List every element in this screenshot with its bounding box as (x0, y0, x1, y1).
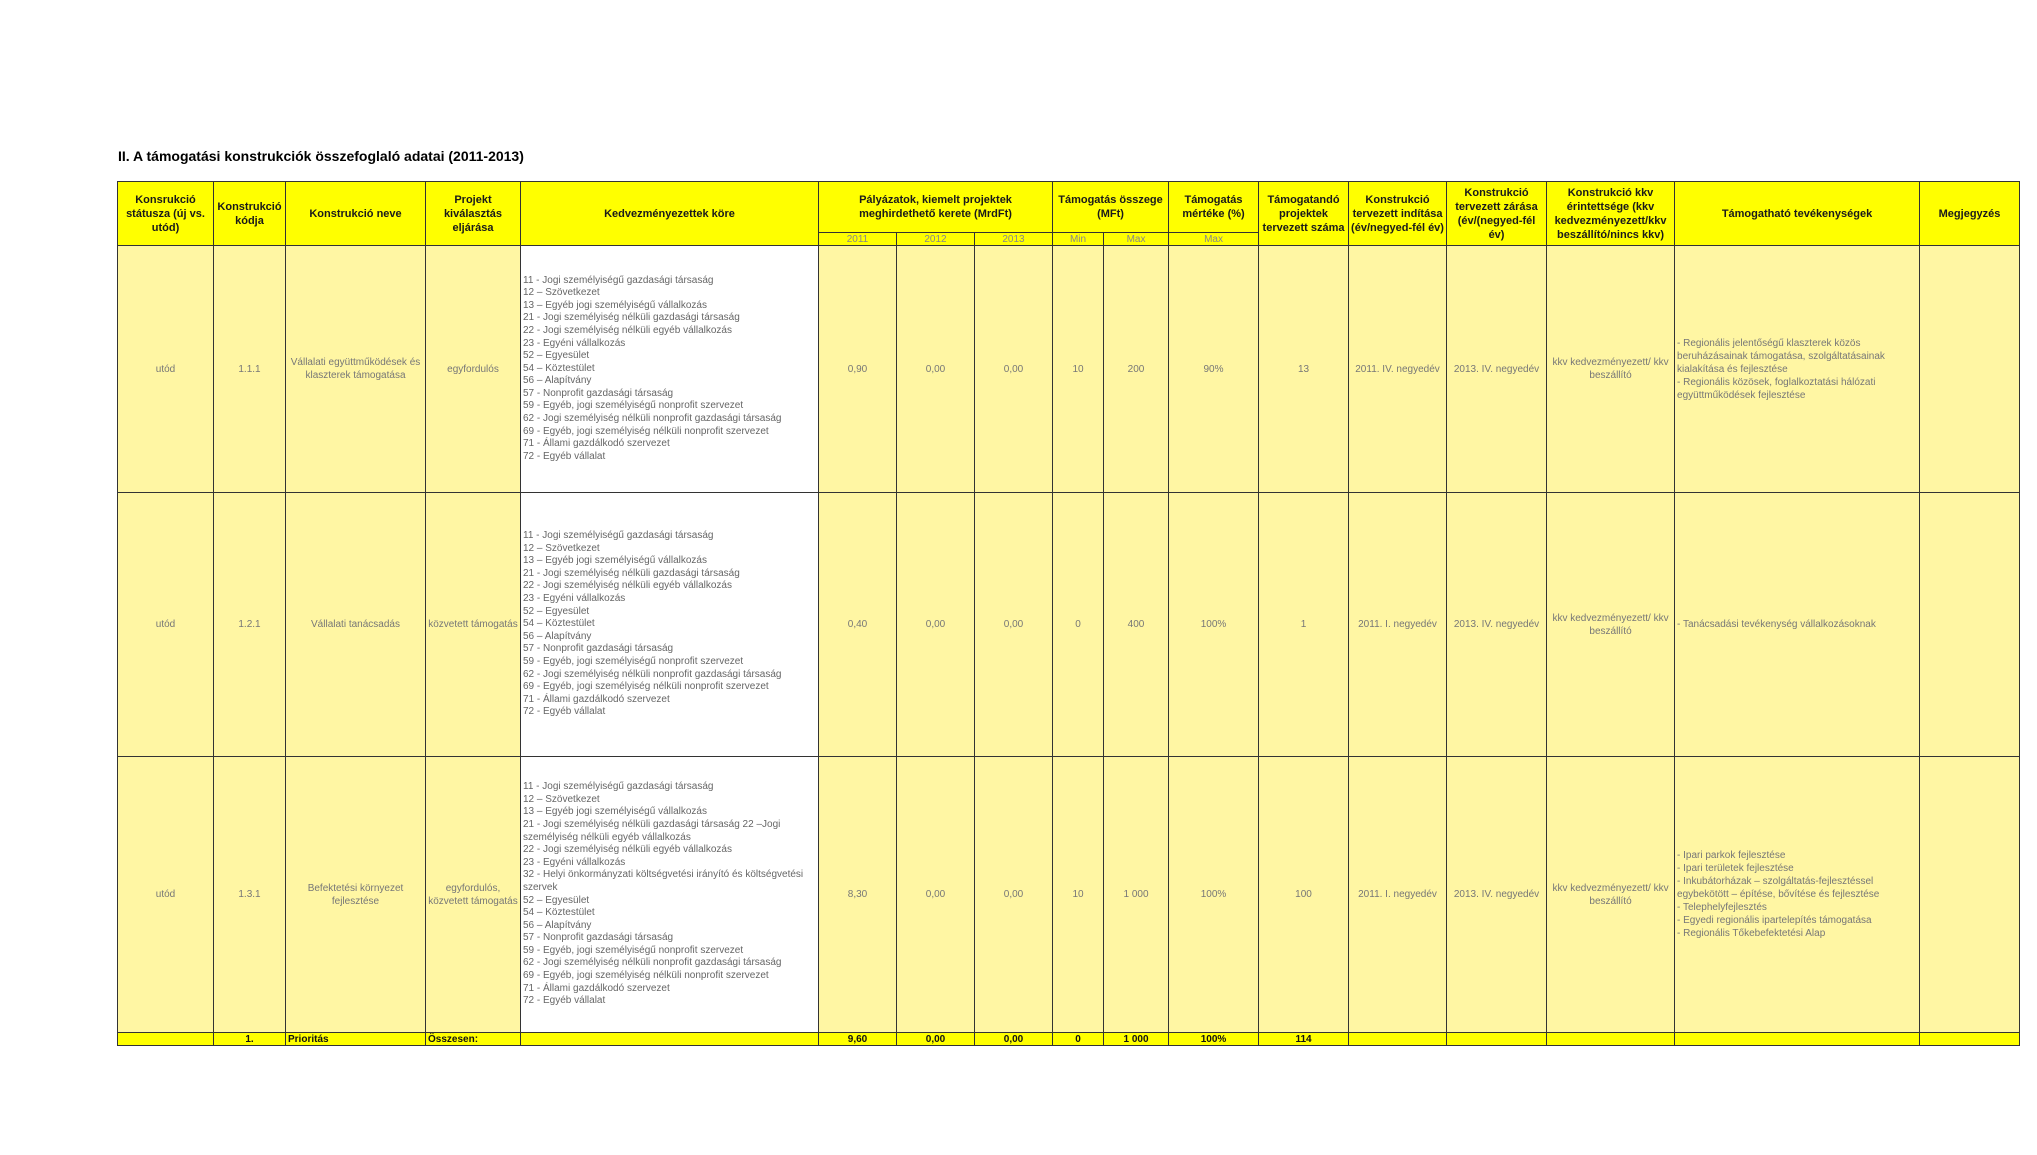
cell-max: 1 000 (1104, 757, 1169, 1033)
cell-start: 2011. I. negyedév (1349, 493, 1447, 757)
cell-rate: 100% (1169, 757, 1259, 1033)
beneficiary-line: 69 - Egyéb, jogi személyiség nélküli nonprofit szervezet (523, 681, 769, 693)
cell-selection: közvetett támogatás (426, 493, 521, 757)
beneficiary-line: 21 - Jogi személyiség nélküli gazdasági társaság 22 –Jogi (523, 818, 781, 830)
header-selection: Projekt kiválasztás eljárása (426, 182, 521, 246)
cell-code: 1.1.1 (214, 246, 286, 493)
beneficiary-line: 62 - Jogi személyiség nélküli nonprofit gazdasági társaság (523, 413, 782, 425)
beneficiary-line: 71 - Állami gazdálkodó szervezet (523, 438, 670, 450)
beneficiary-line: 59 - Egyéb, jogi személyiségű nonprofit szervezet (523, 400, 744, 412)
beneficiary-line: 71 - Állami gazdálkodó szervezet (523, 693, 670, 705)
total-blank (118, 1033, 214, 1046)
cell-beneficiaries (521, 493, 819, 757)
activity-line: - Ipari területek fejlesztése (1677, 863, 1794, 874)
cell-selection: egyfordulós, közvetett támogatás (426, 757, 521, 1033)
cell-2012: 0,00 (897, 246, 975, 493)
beneficiary-line: szervek (523, 881, 558, 893)
cell-2011: 8,30 (819, 757, 897, 1033)
cell-2012: 0,00 (897, 493, 975, 757)
activity-line: - Regionális Tőkebefektetési Alap (1677, 928, 1826, 939)
cell-start: 2011. IV. negyedév (1349, 246, 1447, 493)
beneficiary-line: 23 - Egyéni vállalkozás (523, 856, 626, 868)
activity-line: - Inkubátorházak – szolgáltatás-fejlesztéssel (1677, 876, 1874, 887)
cell-projects: 100 (1259, 757, 1349, 1033)
beneficiary-line: 57 - Nonprofit gazdasági társaság (523, 932, 674, 944)
cell-2013: 0,00 (975, 757, 1053, 1033)
beneficiary-line: 13 – Egyéb jogi személyiségű vállalkozás (523, 806, 707, 818)
cell-rate: 90% (1169, 246, 1259, 493)
beneficiary-line: 69 - Egyéb, jogi személyiség nélküli nonprofit szervezet (523, 970, 769, 982)
cell-status: utód (118, 757, 214, 1033)
activity-line: - Ipari parkok fejlesztése (1677, 850, 1786, 861)
beneficiary-line: 21 - Jogi személyiség nélküli gazdasági társaság (523, 567, 740, 579)
total-priority: Prioritás (286, 1033, 426, 1046)
subheader-rate-max: Max (1169, 233, 1259, 246)
beneficiary-line: 12 – Szövetkezet (523, 287, 600, 299)
beneficiary-line: 72 - Egyéb vállalat (523, 706, 606, 718)
beneficiary-line: 23 - Egyéni vállalkozás (523, 337, 626, 349)
constructions-table (117, 181, 2020, 1046)
subheader-2011: 2011 (819, 233, 897, 246)
total-blank (1349, 1033, 1447, 1046)
subheader-2012: 2012 (897, 233, 975, 246)
cell-name: Befektetési környezet fejlesztése (286, 757, 426, 1033)
activity-line: beruházásainak támogatása, szolgáltatásainak (1677, 350, 1885, 362)
header-code: Konstrukció kódja (214, 182, 286, 246)
beneficiary-line: 23 - Egyéni vállalkozás (523, 593, 626, 605)
cell-max: 400 (1104, 493, 1169, 757)
cell-min: 10 (1053, 757, 1104, 1033)
total-row (118, 1033, 2020, 1046)
beneficiary-line: személyiség nélküli egyéb vállalkozás (523, 831, 691, 843)
activity-line: - Regionális jelentőségű klaszterek közös (1677, 337, 1861, 349)
activity-line: - Telephelyfejlesztés (1677, 902, 1767, 913)
cell-sme: kkv kedvezményezett/ kkv beszállító (1547, 757, 1675, 1033)
beneficiary-line: 54 – Köztestület (523, 618, 595, 630)
total-min: 0 (1053, 1033, 1104, 1046)
subheader-2013: 2013 (975, 233, 1053, 246)
cell-rate: 100% (1169, 493, 1259, 757)
cell-status: utód (118, 246, 214, 493)
cell-min: 10 (1053, 246, 1104, 493)
total-max: 1 000 (1104, 1033, 1169, 1046)
total-projects: 114 (1259, 1033, 1349, 1046)
cell-code: 1.3.1 (214, 757, 286, 1033)
header-support-amount: Támogatás összege (MFt) (1053, 182, 1169, 233)
header-sme: Konstrukció kkv érintettsége (kkv kedvezményezett/kkv beszállító/nincs kkv) (1547, 182, 1675, 246)
beneficiary-line: 22 - Jogi személyiség nélküli egyéb vállalkozás (523, 580, 732, 592)
total-sum-label: Összesen: (426, 1033, 521, 1046)
cell-notes (1920, 246, 2020, 493)
beneficiary-line: 21 - Jogi személyiség nélküli gazdasági társaság (523, 312, 740, 324)
activity-line: egybekötött – építése, bővítése és fejlesztése (1677, 889, 1880, 900)
beneficiary-line: 56 – Alapítvány (523, 919, 592, 931)
beneficiary-line: 62 - Jogi személyiség nélküli nonprofit gazdasági társaság (523, 668, 782, 680)
header-notes: Megjegyzés (1920, 182, 2020, 246)
beneficiary-line: 52 – Egyesület (523, 605, 590, 617)
beneficiary-line: 54 – Köztestület (523, 907, 595, 919)
activity-line: - Regionális közösek, foglalkoztatási hálózati (1677, 376, 1876, 388)
beneficiary-line: 12 – Szövetkezet (523, 542, 600, 554)
cell-name: Vállalati együttműködések és klaszterek támogatása (286, 246, 426, 493)
header-support-rate: Támogatás mértéke (%) (1169, 182, 1259, 233)
header-close: Konstrukció tervezett zárása (év/(negyed-fél év) (1447, 182, 1547, 246)
total-blank (1675, 1033, 1920, 1046)
header-status: Konsrukció státusza (új vs. utód) (118, 182, 214, 246)
total-blank (1547, 1033, 1675, 1046)
cell-sme: kkv kedvezményezett/ kkv beszállító (1547, 493, 1675, 757)
beneficiary-line: 13 – Egyéb jogi személyiségű vállalkozás (523, 299, 707, 311)
beneficiary-line: 32 - Helyi önkormányzati költségvetési irányító és költségvetési (523, 869, 804, 881)
header-name: Konstrukció neve (286, 182, 426, 246)
cell-code: 1.2.1 (214, 493, 286, 757)
header-beneficiaries: Kedvezményezettek köre (521, 182, 819, 246)
header-start: Konstrukció tervezett indítása (év/negyed-fél év) (1349, 182, 1447, 246)
cell-start: 2011. I. negyedév (1349, 757, 1447, 1033)
cell-min: 0 (1053, 493, 1104, 757)
total-2011: 9,60 (819, 1033, 897, 1046)
cell-projects: 1 (1259, 493, 1349, 757)
cell-sme: kkv kedvezményezett/ kkv beszállító (1547, 246, 1675, 493)
activity-line: kialakítása és fejlesztése (1677, 363, 1788, 375)
cell-2011: 0,40 (819, 493, 897, 757)
beneficiary-line: 52 – Egyesület (523, 894, 590, 906)
table-row (118, 246, 2020, 493)
beneficiary-line: 72 - Egyéb vállalat (523, 995, 606, 1007)
total-2012: 0,00 (897, 1033, 975, 1046)
table-row (118, 493, 2020, 757)
cell-projects: 13 (1259, 246, 1349, 493)
cell-close: 2013. IV. negyedév (1447, 246, 1547, 493)
total-number: 1. (214, 1033, 286, 1046)
cell-activities (1675, 493, 1920, 757)
cell-beneficiaries (521, 246, 819, 493)
table-row (118, 757, 2020, 1033)
activity-line: együttműködések fejlesztése (1677, 389, 1806, 401)
cell-name: Vállalati tanácsadás (286, 493, 426, 757)
cell-2013: 0,00 (975, 246, 1053, 493)
beneficiary-line: 11 - Jogi személyiségű gazdasági társaság (523, 781, 714, 793)
subheader-max: Max (1104, 233, 1169, 246)
cell-2013: 0,00 (975, 493, 1053, 757)
beneficiary-line: 71 - Állami gazdálkodó szervezet (523, 982, 670, 994)
cell-close: 2013. IV. negyedév (1447, 493, 1547, 757)
cell-activities (1675, 757, 1920, 1033)
beneficiary-line: 22 - Jogi személyiség nélküli egyéb vállalkozás (523, 324, 732, 336)
beneficiary-line: 11 - Jogi személyiségű gazdasági társaság (523, 530, 714, 542)
cell-close: 2013. IV. negyedév (1447, 757, 1547, 1033)
beneficiary-line: 12 – Szövetkezet (523, 793, 600, 805)
beneficiary-line: 59 - Egyéb, jogi személyiségű nonprofit szervezet (523, 944, 744, 956)
beneficiary-line: 13 – Egyéb jogi személyiségű vállalkozás (523, 555, 707, 567)
cell-activities (1675, 246, 1920, 493)
subheader-min: Min (1053, 233, 1104, 246)
total-blank (521, 1033, 819, 1046)
header-planned-projects: Támogatandó projektek tervezett száma (1259, 182, 1349, 246)
beneficiary-line: 57 - Nonprofit gazdasági társaság (523, 643, 674, 655)
beneficiary-line: 59 - Egyéb, jogi személyiségű nonprofit szervezet (523, 655, 744, 667)
beneficiary-line: 54 – Köztestület (523, 362, 595, 374)
activity-line: - Tanácsadási tevékenység vállalkozásoknak (1677, 619, 1876, 630)
beneficiary-line: 57 - Nonprofit gazdasági társaság (523, 387, 674, 399)
beneficiary-line: 52 – Egyesület (523, 350, 590, 362)
beneficiary-line: 72 - Egyéb vállalat (523, 450, 606, 462)
total-blank (1920, 1033, 2020, 1046)
cell-2011: 0,90 (819, 246, 897, 493)
beneficiary-line: 56 – Alapítvány (523, 375, 592, 387)
beneficiary-line: 62 - Jogi személyiség nélküli nonprofit gazdasági társaság (523, 957, 782, 969)
beneficiary-line: 11 - Jogi személyiségű gazdasági társaság (523, 274, 714, 286)
cell-status: utód (118, 493, 214, 757)
beneficiary-line: 56 – Alapítvány (523, 630, 592, 642)
page-title: II. A támogatási konstrukciók összefoglaló adatai (2011-2013) (118, 148, 524, 164)
total-rate: 100% (1169, 1033, 1259, 1046)
activity-line: - Egyedi regionális ipartelepítés támogatása (1677, 915, 1872, 926)
beneficiary-line: 69 - Egyéb, jogi személyiség nélküli nonprofit szervezet (523, 425, 769, 437)
cell-2012: 0,00 (897, 757, 975, 1033)
header-activities: Támogatható tevékenységek (1675, 182, 1920, 246)
total-2013: 0,00 (975, 1033, 1053, 1046)
cell-max: 200 (1104, 246, 1169, 493)
cell-notes (1920, 757, 2020, 1033)
header-budget: Pályázatok, kiemelt projektek meghirdethető kerete (MrdFt) (819, 182, 1053, 233)
cell-selection: egyfordulós (426, 246, 521, 493)
beneficiary-line: 22 - Jogi személyiség nélküli egyéb vállalkozás (523, 844, 732, 856)
cell-beneficiaries (521, 757, 819, 1033)
total-blank (1447, 1033, 1547, 1046)
cell-notes (1920, 493, 2020, 757)
